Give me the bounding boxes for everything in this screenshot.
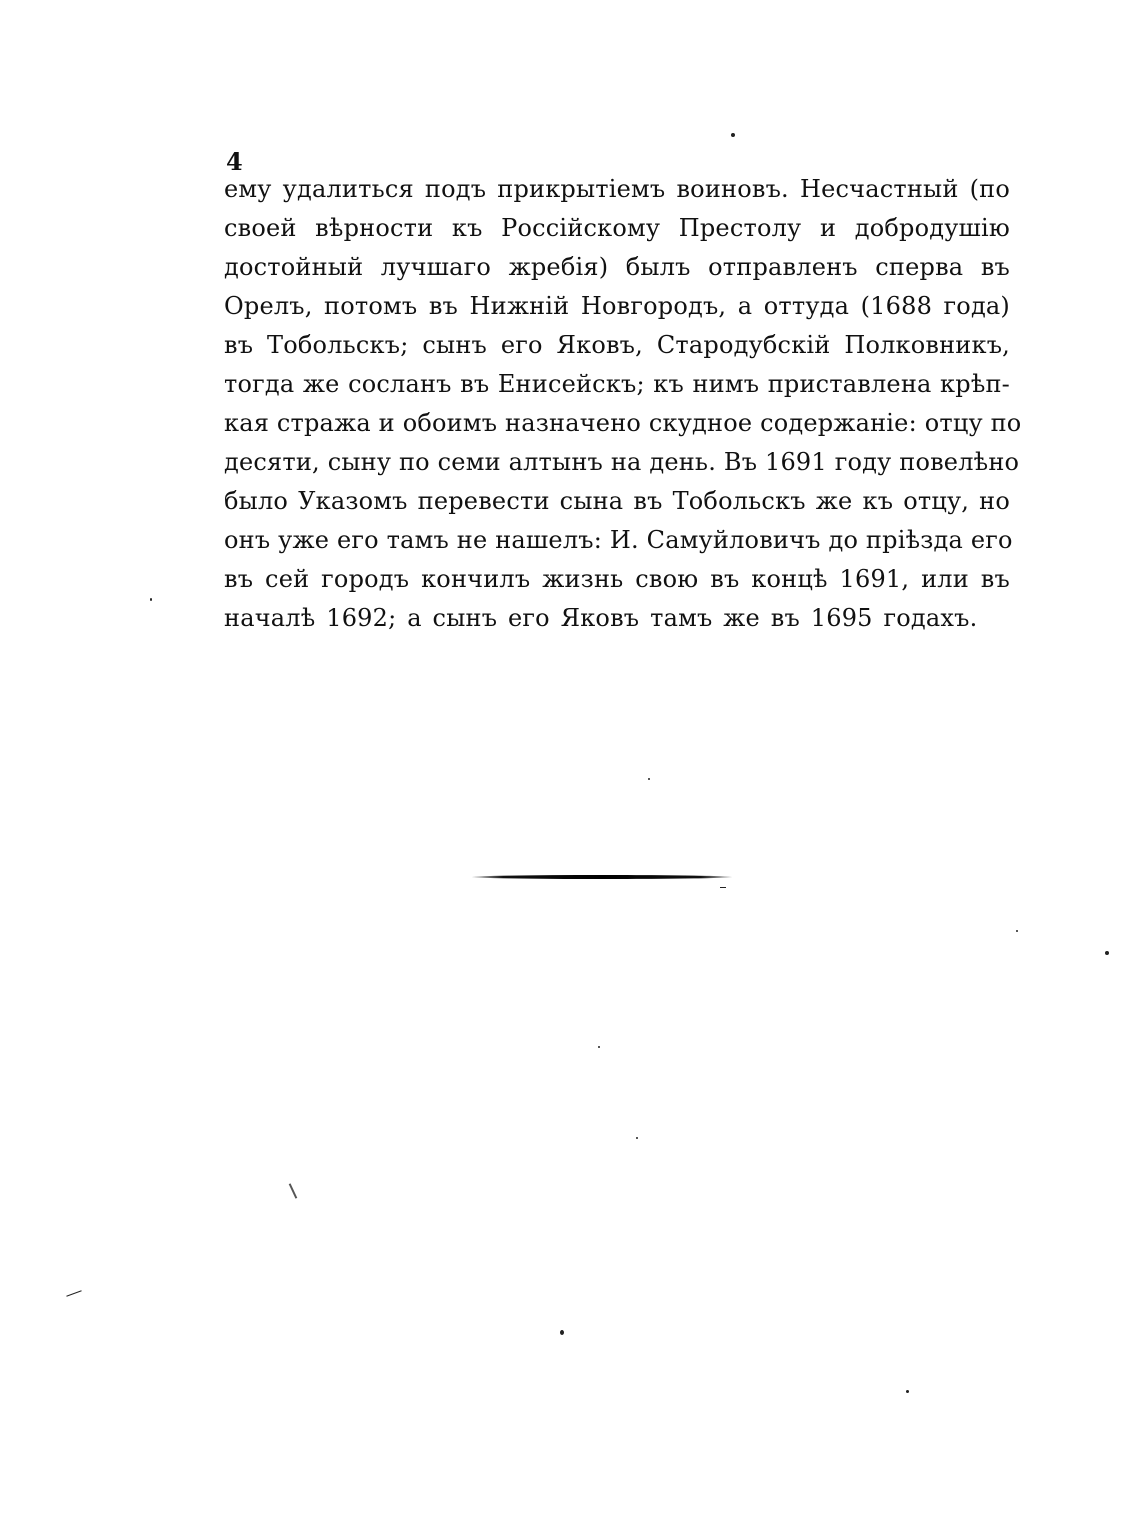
scan-speck [906,1390,909,1393]
text-line: онъ уже его тамъ не нашелъ: И. Самуйловичъ до пріѣзда его [224,526,1013,554]
text-line: началѣ 1692; а сынъ его Яковъ тамъ же въ 1695 годахъ. [224,604,978,632]
decorative-rule [472,875,732,879]
scan-speck [648,778,650,780]
scan-speck [66,1290,81,1296]
scan-speck [720,887,726,888]
page-number: 4 [226,147,243,176]
scan-speck [150,598,152,601]
scan-speck [1105,951,1109,955]
scan-speck [598,1046,600,1048]
text-line: кая стража и обоимъ назначено скудное содержаніе: отцу по [224,409,1022,437]
text-line: Орелъ, потомъ въ Нижній Новгородъ, а оттуда (1688 года) [224,292,1010,320]
text-line: тогда же сосланъ въ Енисейскъ; къ нимъ приставлена крѣп- [224,370,1010,398]
text-line: достойный лучшаго жребія) былъ отправленъ сперва въ [224,253,1010,281]
body-text [224,170,1022,638]
text-line: ему удалиться подъ прикрытіемъ воиновъ. Несчастный (по [224,175,1010,203]
scan-speck [560,1330,564,1335]
text-line: было Указомъ перевести сына въ Тобольскъ же къ отцу, но [224,487,1010,515]
text-line: своей вѣрности къ Россійскому Престолу и добродушію [224,214,1010,242]
text-line: въ Тобольскъ; сынъ его Яковъ, Стародубскій Полковникъ, [224,331,1010,359]
scan-speck [289,1183,298,1198]
text-line: въ сей городъ кончилъ жизнь свою въ концѣ 1691, или въ [224,565,1010,593]
scan-speck [1016,930,1018,932]
scan-speck [636,1137,638,1139]
text-line: десяти, сыну по семи алтынъ на день. Въ 1691 году повелѣно [224,448,1020,476]
scan-speck [731,133,735,137]
